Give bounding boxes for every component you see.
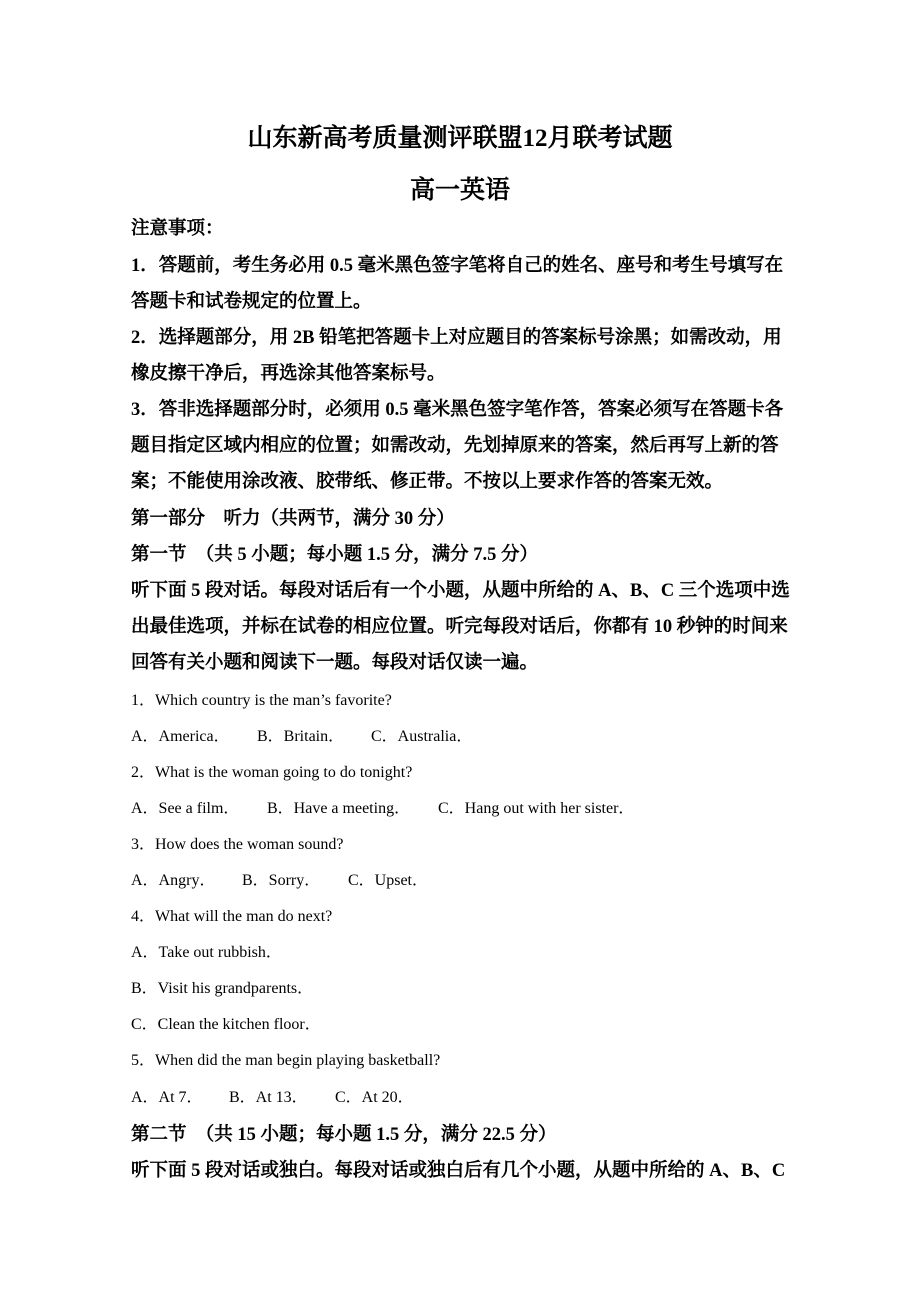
- question-3-stem: 3．How does the woman sound?: [131, 836, 344, 853]
- note-1-line-1: 1．答题前，考生务必用 0.5 毫米黑色签字笔将自己的姓名、座号和考生号填写在: [131, 256, 784, 276]
- option-a: A．America．: [131, 728, 230, 745]
- exam-subtitle: 高一英语: [409, 177, 510, 204]
- question-5-stem: 5．When did the man begin playing basketball?: [131, 1052, 441, 1069]
- question-4-option-b: B．Visit his grandparents．: [131, 980, 314, 997]
- question-4-stem: 4．What will the man do next?: [131, 908, 333, 925]
- note-3-line-1: 3．答非选择题部分时，必须用 0.5 毫米黑色签字笔作答，答案必须写在答题卡各: [131, 400, 784, 420]
- question-1-options: [131, 723, 472, 746]
- question-4-option-a: A．Take out rubbish．: [131, 944, 282, 961]
- option-b: B．At 13．: [229, 1089, 308, 1106]
- question-5-options: [131, 1084, 414, 1107]
- note-2-line-1: 2．选择题部分，用 2B 铅笔把答题卡上对应题目的答案标号涂黑；如需改动，用: [131, 328, 782, 348]
- option-b: B．Have a meeting．: [267, 800, 411, 817]
- note-2-line-2: 橡皮擦干净后，再选涂其他答案标号。: [131, 364, 446, 384]
- question-2-stem: 2．What is the woman going to do tonight?: [131, 764, 413, 781]
- section1-heading: 第一节 （共 5 小题；每小题 1.5 分，满分 7.5 分）: [131, 545, 539, 565]
- option-a: A．At 7．: [131, 1089, 203, 1106]
- option-a: A．Angry．: [131, 872, 216, 889]
- section1-instructions-line-2: 出最佳选项，并标在试卷的相应位置。听完每段对话后，你都有 10 秒钟的时间来: [131, 617, 788, 637]
- note-1-line-2: 答题卡和试卷规定的位置上。: [131, 292, 372, 312]
- exam-title: 山东新高考质量测评联盟12月联考试题: [247, 125, 673, 152]
- section2-heading: 第二节 （共 15 小题；每小题 1.5 分，满分 22.5 分）: [131, 1125, 557, 1145]
- section2-instructions-line-1: 听下面 5 段对话或独白。每段对话或独白后有几个小题，从题中所给的 A、B、C: [131, 1161, 786, 1181]
- note-3-line-3: 案；不能使用涂改液、胶带纸、修正带。不按以上要求作答的答案无效。: [131, 472, 724, 492]
- option-c: C．Australia．: [371, 728, 473, 745]
- question-1-stem: 1．Which country is the man’s favorite?: [131, 692, 392, 709]
- option-c: C．Hang out with her sister．: [438, 800, 635, 817]
- option-b: B．Sorry．: [242, 872, 321, 889]
- section1-instructions-line-3: 回答有关小题和阅读下一题。每段对话仅读一遍。: [131, 653, 539, 673]
- option-b: B．Britain．: [257, 728, 345, 745]
- part1-heading: 第一部分 听力（共两节，满分 30 分）: [131, 509, 455, 529]
- option-c: C．At 20．: [335, 1089, 414, 1106]
- question-4-option-c: C．Clean the kitchen floor．: [131, 1016, 321, 1033]
- question-3-options: [131, 867, 428, 890]
- note-3-line-2: 题目指定区域内相应的位置；如需改动，先划掉原来的答案，然后再写上新的答: [131, 436, 779, 456]
- option-c: C．Upset．: [348, 872, 429, 889]
- notes-heading: 注意事项：: [131, 219, 224, 239]
- section1-instructions-line-1: 听下面 5 段对话。每段对话后有一个小题，从题中所给的 A、B、C 三个选项中选: [131, 581, 790, 601]
- option-a: A．See a film．: [131, 800, 240, 817]
- question-2-options: [131, 795, 634, 818]
